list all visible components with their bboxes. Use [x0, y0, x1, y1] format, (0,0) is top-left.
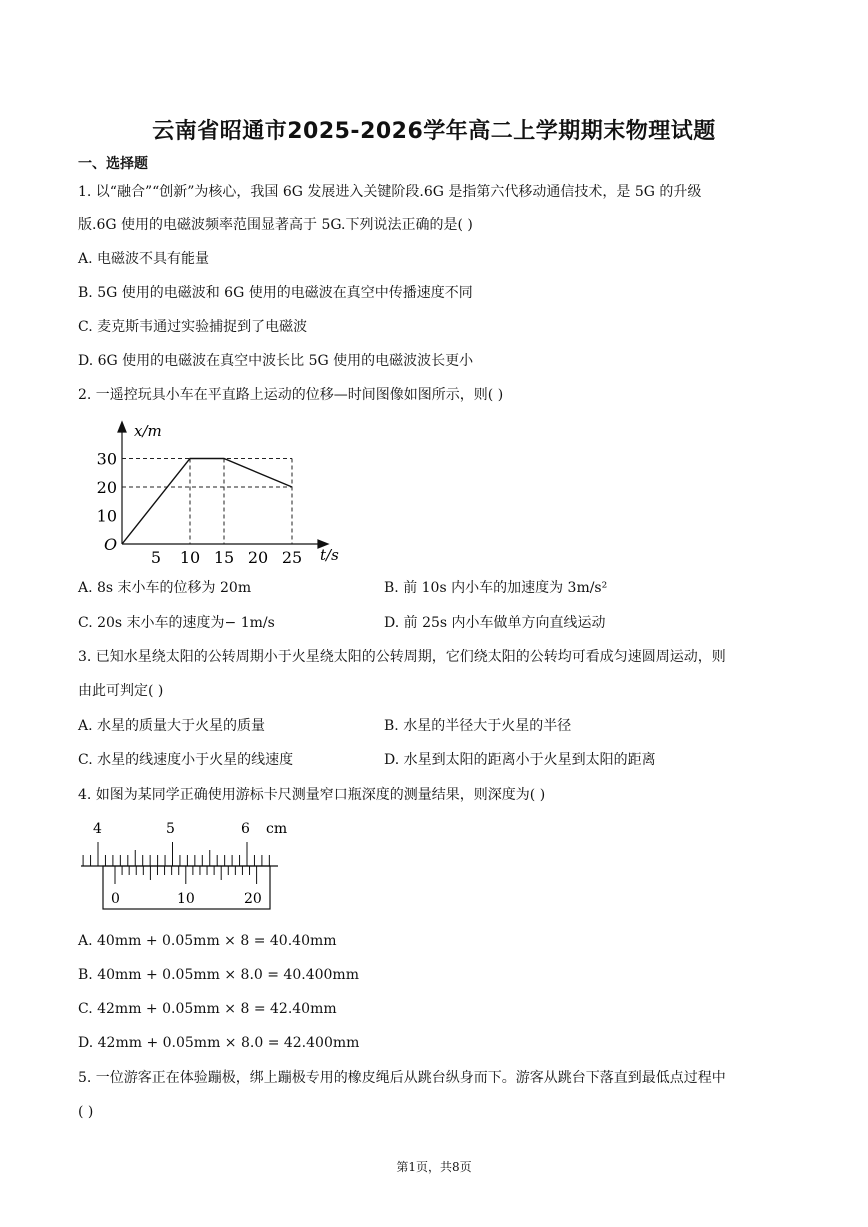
q4-option-b[interactable]: B. 40mm + 0.05mm × 8.0 = 40.400mm: [78, 967, 359, 983]
q5-stem-line1: 5. 一位游客正在体验蹦极，绑上蹦极专用的橡皮绳后从跳台纵身而下。游客从跳台下落直到最低点过程中: [78, 1070, 726, 1086]
q1-stem-line1: 1. 以“融合”“创新”为核心，我国 6G 发展进入关键阶段.6G 是指第六代移动通信技术，是 5G 的升级: [78, 184, 702, 200]
y-tick-label: 20: [96, 478, 117, 497]
x-tick-labels: [151, 548, 302, 566]
q3-stem-line1: 3. 已知水星绕太阳的公转周期小于火星绕太阳的公转周期，它们绕太阳的公转均可看成匀速圆周运动，则: [78, 649, 726, 665]
q3-option-c[interactable]: C. 水星的线速度小于火星的线速度: [78, 752, 294, 768]
page-title: 云南省昭通市2025-2026学年高二上学期期末物理试题: [152, 119, 716, 144]
position-series-line: [122, 459, 292, 545]
q1-option-b[interactable]: B. 5G 使用的电磁波和 6G 使用的电磁波在真空中传播速度不同: [78, 285, 473, 301]
dashed-guides: [122, 459, 292, 545]
position-time-graph: [78, 418, 358, 566]
q2-option-c[interactable]: C. 20s 末小车的速度为− 1m/s: [78, 615, 275, 631]
q3-option-d[interactable]: D. 水星到太阳的距离小于火星到太阳的距离: [384, 752, 656, 768]
x-tick-label: 15: [213, 548, 235, 566]
q2-stem: 2. 一遥控玩具小车在平直路上运动的位移—时间图像如图所示，则( ): [78, 387, 504, 403]
y-axis-label: x/m: [134, 422, 162, 440]
main-label-5: 5: [166, 821, 175, 837]
main-label-4: 4: [93, 821, 102, 837]
page-footer: 第1页，共8页: [396, 1160, 472, 1174]
vernier-label-0: 0: [111, 891, 120, 907]
q1-option-c[interactable]: C. 麦克斯韦通过实验捕捉到了电磁波: [78, 319, 308, 335]
origin-label: O: [104, 535, 118, 554]
q2-option-d[interactable]: D. 前 25s 内小车做单方向直线运动: [384, 615, 606, 631]
x-tick-label: 25: [281, 548, 303, 566]
x-tick-label: 5: [150, 548, 162, 566]
q4-option-a[interactable]: A. 40mm + 0.05mm × 8 = 40.40mm: [78, 933, 337, 949]
series-line: [122, 459, 292, 545]
q2-option-a[interactable]: A. 8s 末小车的位移为 20m: [78, 580, 252, 596]
q4-stem: 4. 如图为某同学正确使用游标卡尺测量窄口瓶深度的测量结果，则深度为( ): [78, 787, 546, 803]
q2-option-b[interactable]: B. 前 10s 内小车的加速度为 3m/s²: [384, 580, 608, 596]
vernier-label-10: 10: [177, 891, 195, 907]
q3-stem-line2: 由此可判定( ): [78, 683, 164, 699]
q1-option-d[interactable]: D. 6G 使用的电磁波在真空中波长比 5G 使用的电磁波波长更小: [78, 353, 474, 369]
q1-stem-line2: 版.6G 使用的电磁波频率范围显著高于 5G.下列说法正确的是( ): [78, 217, 473, 233]
section-heading: 一、选择题: [78, 156, 148, 172]
x-axis-label: t/s: [320, 546, 339, 564]
x-tick-label: 20: [247, 548, 269, 566]
y-tick-labels: [97, 450, 117, 526]
vernier-label-20: 20: [244, 891, 262, 907]
q4-option-c[interactable]: C. 42mm + 0.05mm × 8 = 42.40mm: [78, 1001, 337, 1017]
q3-option-b[interactable]: B. 水星的半径大于火星的半径: [384, 718, 572, 734]
q1-option-a[interactable]: A. 电磁波不具有能量: [78, 251, 210, 267]
axes: [118, 422, 328, 548]
y-tick-label: 30: [96, 449, 117, 469]
y-axis-arrow: [118, 422, 126, 432]
x-tick-label: 10: [179, 548, 201, 566]
q5-stem-line2: ( ): [78, 1104, 94, 1120]
unit-label: cm: [266, 821, 288, 837]
q4-option-d[interactable]: D. 42mm + 0.05mm × 8.0 = 42.400mm: [78, 1035, 360, 1051]
y-tick-label: 10: [96, 506, 117, 526]
vernier-scale-ticks: [115, 866, 257, 884]
vernier-caliper-figure: [78, 816, 298, 916]
main-label-6: 6: [241, 821, 250, 837]
q3-option-a[interactable]: A. 水星的质量大于火星的质量: [78, 718, 266, 734]
main-scale-ticks: [83, 842, 269, 866]
